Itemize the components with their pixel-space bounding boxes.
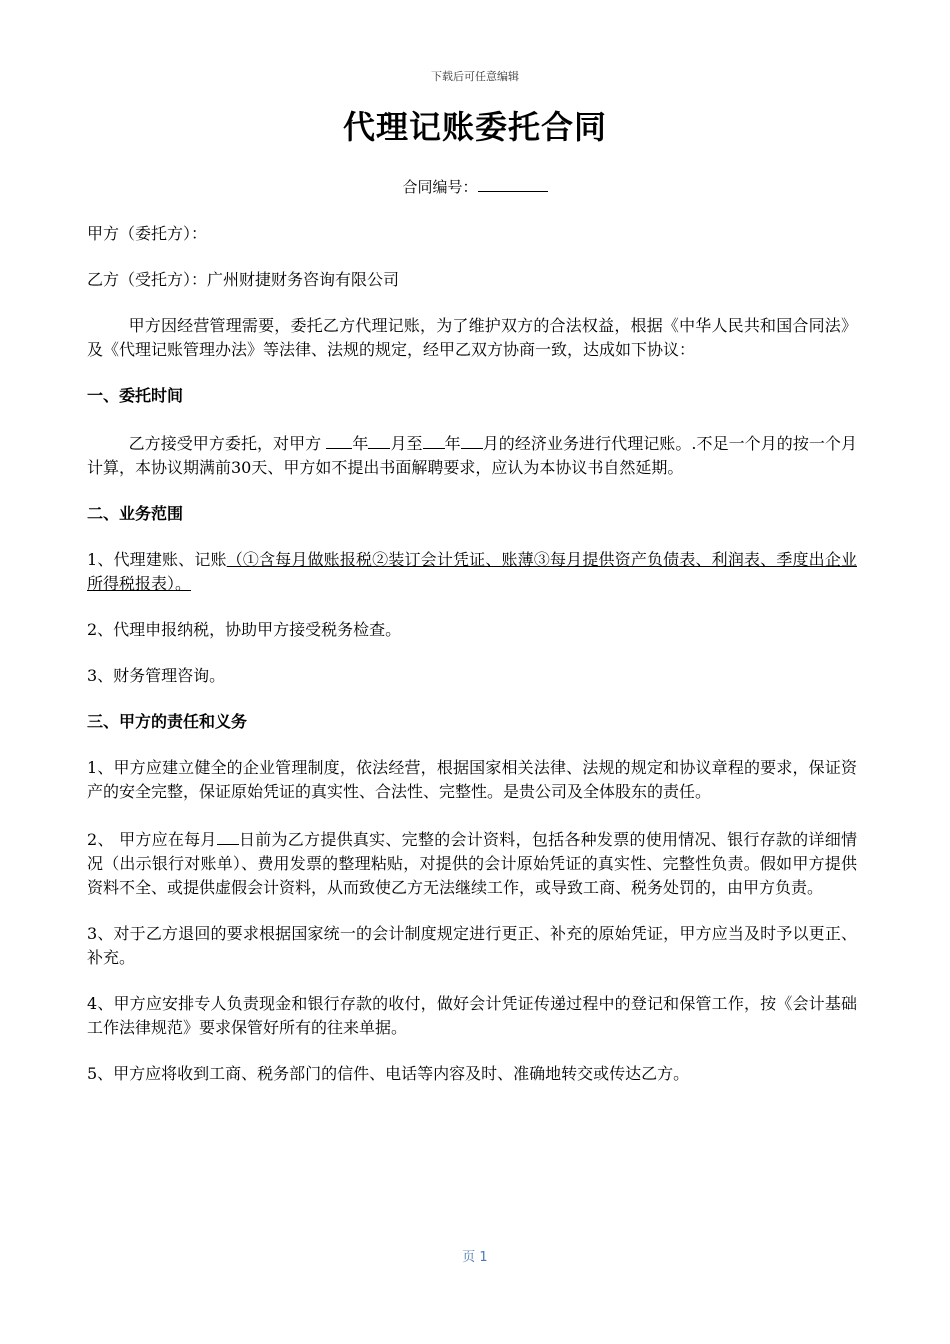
page-number: 页 1 [462, 1250, 488, 1265]
section-2-item-1 [87, 548, 857, 596]
party-a: 甲方（委托方）： [87, 224, 208, 243]
section-3-item-1: 1、甲方应建立健全的企业管理制度，依法经营，根据国家相关法律、法规的规定和协议章程的要求，保证资产的安全完整，保证原始凭证的真实性、合法性、完整性。是贵公司及全体股东的责任。 [87, 758, 857, 801]
s1-month-1: 月至 [390, 434, 423, 453]
section-3-item-4: 4、甲方应安排专人负责现金和银行存款的收付，做好会计凭证传递过程中的登记和保管工作，按《会计基础工作法律规范》要求保管好所有的往来单据。 [87, 994, 857, 1037]
section-1-heading: 一、委托时间 [87, 386, 184, 405]
s2-item1-underlined: （①含每月做账报税②装订会计凭证、账薄③每月提供资产负债表、利润表、季度出企业所得税报表）。 [87, 550, 857, 593]
section-3-item-3: 3、对于乙方退回的要求根据国家统一的会计制度规定进行更正、补充的原始凭证，甲方应当及时予以更正、补充。 [87, 924, 857, 967]
section-2-item-3: 3、财务管理咨询。 [87, 666, 226, 685]
blank-day [217, 826, 239, 845]
s1-year-1: 年 [352, 434, 369, 453]
header-note: 下载后可任意编辑 [431, 70, 519, 83]
blank-year-end [423, 430, 445, 449]
contract-number-label: 合同编号： [402, 178, 478, 196]
section-3-heading: 三、甲方的责任和义务 [87, 712, 248, 731]
s3-item2-text-a: 2、 甲方应在每月 [87, 830, 217, 849]
contract-number-blank [478, 177, 548, 192]
section-3-item-2 [87, 826, 857, 900]
section-3-item-5: 5、甲方应将收到工商、税务部门的信件、电话等内容及时、准确地转交或传达乙方。 [87, 1064, 690, 1083]
blank-month-start [368, 430, 390, 449]
blank-month-end [461, 430, 483, 449]
s1-year-2: 年 [444, 434, 461, 453]
section-2-heading: 二、业务范围 [87, 504, 184, 523]
blank-year-start [326, 430, 352, 449]
contract-number [0, 176, 950, 197]
section-2-item-2: 2、代理申报纳税，协助甲方接受税务检查。 [87, 620, 402, 639]
s1-text-b: 月的经济业务进行代理记账。.不足一个月的按一个月计算，本协议期满前30天、甲方如不提出书面解聘要求，应认为本协议书自然延期。 [87, 434, 857, 477]
s1-text-a: 乙方接受甲方委托，对甲方 [128, 434, 327, 453]
page-title: 代理记账委托合同 [342, 108, 607, 146]
party-b: 乙方（受托方）：广州财捷财务咨询有限公司 [87, 270, 400, 289]
intro-paragraph: 甲方因经营管理需要，委托乙方代理记账，为了维护双方的合法权益，根据《中华人民共和国合同法》及《代理记账管理办法》等法律、法规的规定，经甲乙双方协商一致，达成如下协议： [87, 316, 857, 359]
s2-item1-text: 1、代理建账、记账 [87, 550, 227, 569]
contract-body [87, 222, 857, 1108]
s3-item2-text-b: 日前为乙方提供真实、完整的会计资料，包括各种发票的使用情况、银行存款的详细情况（出示银行对账单）、费用发票的整理粘贴，对提供的会计原始凭证的真实性、完整性负责。假如甲方提供资料不全、或提供虚假会计资料，从而致使乙方无法继续工作，或导致工商、税务处罚的，由甲方负责。 [87, 830, 857, 897]
section-1-paragraph [87, 430, 857, 480]
